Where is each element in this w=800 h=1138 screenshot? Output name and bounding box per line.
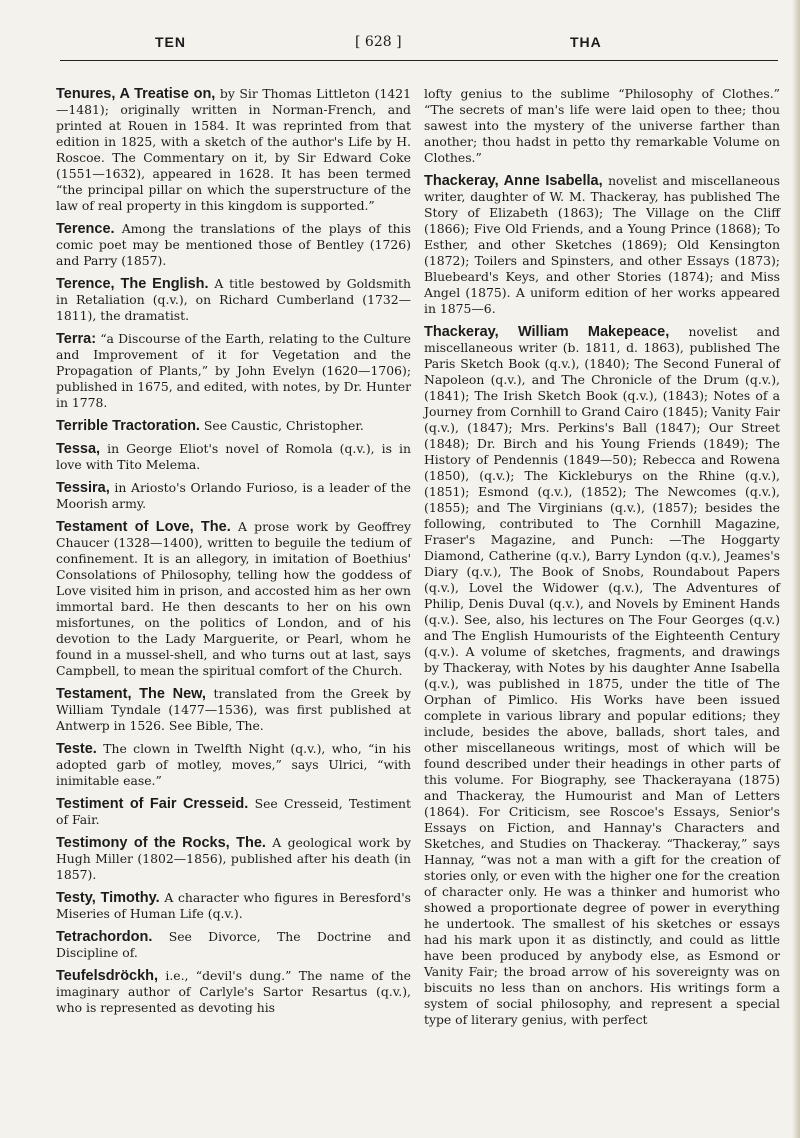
dictionary-entry xyxy=(56,331,411,411)
entry-headword: Teufelsdröckh, xyxy=(56,968,159,984)
entry-headword: Tenures, A Treatise on, xyxy=(56,86,216,102)
dictionary-entry xyxy=(56,519,411,679)
header-rule xyxy=(60,60,778,61)
dictionary-entry xyxy=(56,418,411,434)
entry-headword: Testament of Love, The. xyxy=(56,519,231,535)
page-edge-shadow xyxy=(792,0,800,1138)
dictionary-entry xyxy=(424,173,780,317)
entry-body: See Cresseid, Testiment of Fair. xyxy=(56,796,411,827)
entry-body: The clown in Twelfth Night (q.v.), who, “in his adopted garb of motley, moves,” says Ulrici, “with inimitable ease.” xyxy=(56,741,411,788)
entry-headword: Testiment of Fair Cresseid. xyxy=(56,796,249,812)
entry-headword: Tetrachordon. xyxy=(56,929,153,945)
dictionary-entry xyxy=(56,835,411,883)
entry-headword: Tessira, xyxy=(56,480,110,496)
entry-headword: Teste. xyxy=(56,741,97,757)
left-column xyxy=(56,86,411,1023)
entry-body: novelist and miscellaneous writer (b. 1811, d. 1863), published The Paris Sketch Book (q.v.), (1840); The Second Funeral of Napoleon (q.v.), and The Chronicle of the Drum (q.v.), (1841); The Irish Sketch Book (q.v.), (1843); Notes of a Journey from Cornhill to Grand Cairo (1845); Vanity Fair (q.v.), (1847); Mrs. Perkins's Ball (1847); Our Street (1848); Dr. Birch and his Young Friends (1849); The History of Pendennis (1849—50); Rebecca and Rowena (1850), (q.v.); The Kickleburys on the Rhine (q.v.), (1851); Esmond (q.v.), (1852); The Newcomes (q.v.), (1855); and The Virginians (q.v.), (1857); besides the following, contributed to The Cornhill Magazine, Fraser's Magazine, and Punch: —The Hoggarty Diamond, Catherine (q.v.), Barry Lyndon (q.v.), Jeames's Diary (q.v.), The Book of Snobs, Roundabout Papers (q.v.), Lovel the Widower (q.v.), The Adventures of Philip, Denis Duval (q.v.), and Novels by Eminent Hands (q.v.). See, also, his lectures on The Four Georges (q.v.) and The English Humourists of the Eighteenth Century (q.v.). A volume of sketches, fragments, and drawings by Thackeray, with Notes by his daughter Anne Isabella (q.v.), was published in 1875, under the title of The Orphan of Pimlico. His Works have been issued complete in various library and popular editions; they include, besides the above, ballads, short tales, and other miscellaneous writings, most of which will be found described under their headings in other parts of this volume. For Biography, see Thackerayana (1875) and Thackeray, the Humourist and Man of Letters (1864). For Criticism, see Roscoe's Essays, Senior's Essays on Fiction, and Hannay's Characters and Sketches, and Studies on Thackeray. “Thackeray,” says Hannay, “was not a man with a gift for the creation of stories only, or even with the higher one for the creation of character only. He was a thinker and humorist who showed a proportionate degree of power in everything he undertook. The smallest of his sketches or essays had his mark upon it as distinctly, and could as little have been produced by anybody else, as Esmond or Vanity Fair; the broad arrow of his sovereignty was on biscuits no less than on anchors. His writings form a system of social philosophy, and represent a special type of literary genius, with perfect xyxy=(424,324,780,1027)
dictionary-entry xyxy=(56,686,411,734)
dictionary-entry xyxy=(56,968,411,1016)
entry-headword: Terence. xyxy=(56,221,115,237)
entry-body: A prose work by Geoffrey Chaucer (1328—1400), written to beguile the tedium of confinement. It is an allegory, in imitation of Boethius' Consolations of Philosophy, telling how the goddess of Love visited him in prison, and accosted him as her own immortal bard. He then descants to her on his own misfortunes, on the politics of London, and of his devotion to the Lady Marguerite, or Pearl, whom he found in a mussel-shell, and who turns out at last, says Campbell, to mean the spiritual comfort of the Church. xyxy=(56,519,411,678)
right-guide-word: THA xyxy=(570,34,602,50)
entry-headword: Testy, Timothy. xyxy=(56,890,160,906)
entry-headword: Terra: xyxy=(56,331,97,347)
entry-body: “a Discourse of the Earth, relating to the Culture and Improvement of it for Vegetation and the Propagation of Plants,” by John Evelyn (1620—1706); published in 1675, and edited, with notes, by Dr. Hunter in 1778. xyxy=(56,331,411,410)
dictionary-entry xyxy=(56,929,411,961)
dictionary-entry xyxy=(424,86,780,166)
entry-body: by Sir Thomas Littleton (1421—1481); originally written in Norman-French, and printed at Rouen in 1584. It was reprinted from that edition in 1825, with a sketch of the author's Life by H. Roscoe. The Commentary on it, by Sir Edward Coke (1551—1632), appeared in 1628. It has been termed “the principal pillar on which the superstructure of the law of real property in this kingdom is supported.” xyxy=(56,86,411,213)
dictionary-entry xyxy=(56,86,411,214)
entry-headword: Terence, The English. xyxy=(56,276,209,292)
running-header xyxy=(60,34,778,60)
entry-body: novelist and miscellaneous writer, daughter of W. M. Thackeray, has published The Story of Elizabeth (1863); The Village on the Cliff (1866); Five Old Friends, and a Young Prince (1868); To Esther, and other Sketches (1869); Old Kensington (1872); Toilers and Spinsters, and other Essays (1873); Bluebeard's Keys, and other Stories (1874); and Miss Angel (1875). A uniform edition of her works appeared in 1875—6. xyxy=(424,173,780,316)
dictionary-entry xyxy=(56,480,411,512)
entry-body: A character who figures in Beresford's Miseries of Human Life (q.v.). xyxy=(56,890,411,921)
entry-headword: Tessa, xyxy=(56,441,101,457)
dictionary-entry xyxy=(56,741,411,789)
entry-body: Among the translations of the plays of this comic poet may be mentioned those of Bentley (1726) and Parry (1857). xyxy=(56,221,411,268)
entry-body: translated from the Greek by William Tyndale (1477—1536), was first published at Antwerp in 1526. See Bible, The. xyxy=(56,686,411,733)
entry-body: lofty genius to the sublime “Philosophy of Clothes.” “The secrets of man's life were laid open to thee; thou sawest into the mystery of the universe farther than another; thou hadst in petto thy remarkable Volume on Clothes.” xyxy=(424,86,780,165)
dictionary-entry xyxy=(424,324,780,1028)
entry-headword: Testimony of the Rocks, The. xyxy=(56,835,266,851)
entry-headword: Testament, The New, xyxy=(56,686,206,702)
right-column xyxy=(424,86,780,1035)
entry-body: A geological work by Hugh Miller (1802—1856), published after his death (in 1857). xyxy=(56,835,411,882)
entry-body: in Ariosto's Orlando Furioso, is a leader of the Moorish army. xyxy=(56,480,411,511)
dictionary-entry xyxy=(56,441,411,473)
entry-body: A title bestowed by Goldsmith in Retaliation (q.v.), on Richard Cumberland (1732—1811), the dramatist. xyxy=(56,276,411,323)
page-number: [ 628 ] xyxy=(355,34,402,50)
entry-body: See Divorce, The Doctrine and Discipline of. xyxy=(56,929,411,960)
entry-body: i.e., “devil's dung.” The name of the imaginary author of Carlyle's Sartor Resartus (q.v.), who is represented as devoting his xyxy=(56,968,411,1015)
entry-headword: Thackeray, William Makepeace, xyxy=(424,324,670,340)
dictionary-entry xyxy=(56,276,411,324)
dictionary-entry xyxy=(56,221,411,269)
entry-headword: Thackeray, Anne Isabella, xyxy=(424,173,603,189)
dictionary-entry xyxy=(56,890,411,922)
left-guide-word: TEN xyxy=(155,34,186,50)
entry-headword: Terrible Tractoration. xyxy=(56,418,200,434)
dictionary-entry xyxy=(56,796,411,828)
entry-body: in George Eliot's novel of Romola (q.v.), is in love with Tito Melema. xyxy=(56,441,411,472)
entry-body: See Caustic, Christopher. xyxy=(203,418,364,433)
